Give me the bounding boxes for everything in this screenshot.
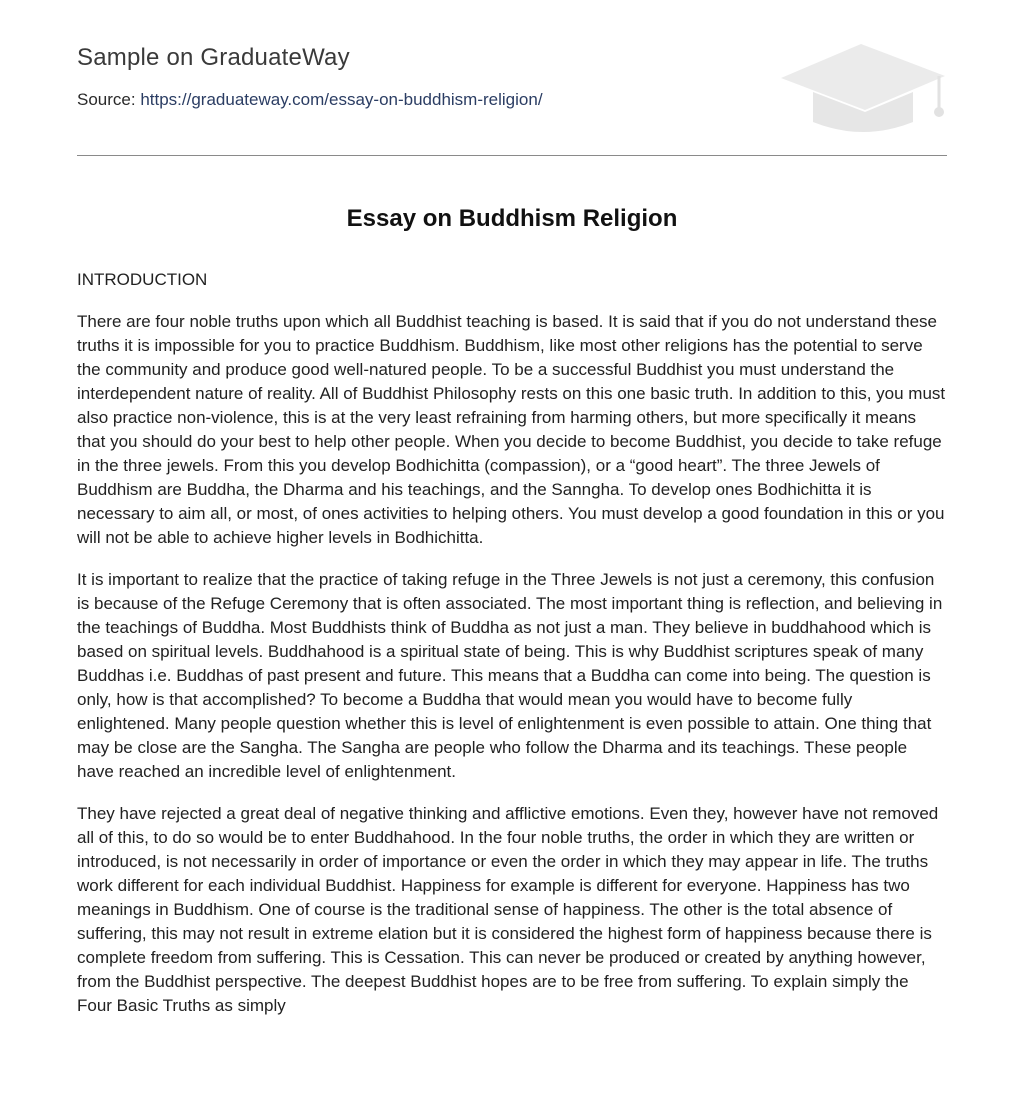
site-title: Sample on GraduateWay — [77, 44, 350, 71]
paragraph: There are four noble truths upon which all Buddhist teaching is based. It is said that if you do not understand these truths it is impossible for you to practice Buddhism. Buddhism, like most other religions has the potential to serve the community and produce good well-natured people. To be a successful Buddhist you must understand the interdependent nature of reality. All of Buddhist Philosophy rests on this one basic truth. In addition to this, you must also practice non-violence, this is at the very least refraining from harming others, but more specifically it means that you should do your best to help other people. When you decide to become Buddhist, you decide to take refuge in the three jewels. From this you develop Bodhichitta (compassion), or a “good heart”. The three Jewels of Buddhism are Buddha, the Dharma and his teachings, and the Sanngha. To develop ones Bodhichitta it is necessary to aim all, or most, of ones activities to helping others. You must develop a good foundation in this or you will not be able to achieve higher levels in Bodhichitta. — [77, 312, 946, 547]
source-line — [77, 90, 543, 110]
source-link[interactable]: https://graduateway.com/essay-on-buddhism-religion/ — [140, 90, 543, 109]
paragraph: They have rejected a great deal of negative thinking and afflictive emotions. Even they, however have not removed all of this, to do so would be to enter Buddhahood. In the four noble truths, the order in which they are written or introduced, is not necessarily in order of importance or even the order in which they may appear in life. The truths work different for each individual Buddhist. Happiness for example is different for everyone. Happiness has two meanings in Buddhism. One of course is the traditional sense of happiness. The other is the total absence of suffering, this may not result in extreme elation but it is considered the highest form of happiness because there is complete freedom from suffering. This is Cessation. This can never be produced or created by anything however, from the Buddhist perspective. The deepest Buddhist hopes are to be free from suffering. To explain simply the Four Basic Truths as simply — [77, 804, 939, 1015]
graduation-cap-icon — [779, 30, 949, 134]
header-divider — [77, 155, 947, 156]
essay-title: Essay on Buddhism Religion — [346, 205, 678, 232]
paragraph: It is important to realize that the practice of taking refuge in the Three Jewels is not just a ceremony, this confusion is because of the Refuge Ceremony that is often associated. The most important thing is reflection, and believing in the teachings of Buddha. Most Buddhists think of Buddha as not just a man. They believe in buddhahood which is based on spiritual levels. Buddhahood is a spiritual state of being. This is why Buddhist scriptures speak of many Buddhas i.e. Buddhas of past present and future. This means that a Buddha can come into being. The question is only, how is that accomplished? To become a Buddha that would mean you would have to become fully enlightened. Many people question whether this is level of enlightenment is even possible to attain. One thing that may be close are the Sangha. The Sangha are people who follow the Dharma and its teachings. These people have reached an incredible level of enlightenment. — [77, 570, 943, 781]
section-heading: INTRODUCTION — [77, 270, 208, 289]
essay-body — [77, 268, 947, 1036]
source-label: Source: — [77, 90, 136, 109]
page-header — [77, 40, 947, 156]
